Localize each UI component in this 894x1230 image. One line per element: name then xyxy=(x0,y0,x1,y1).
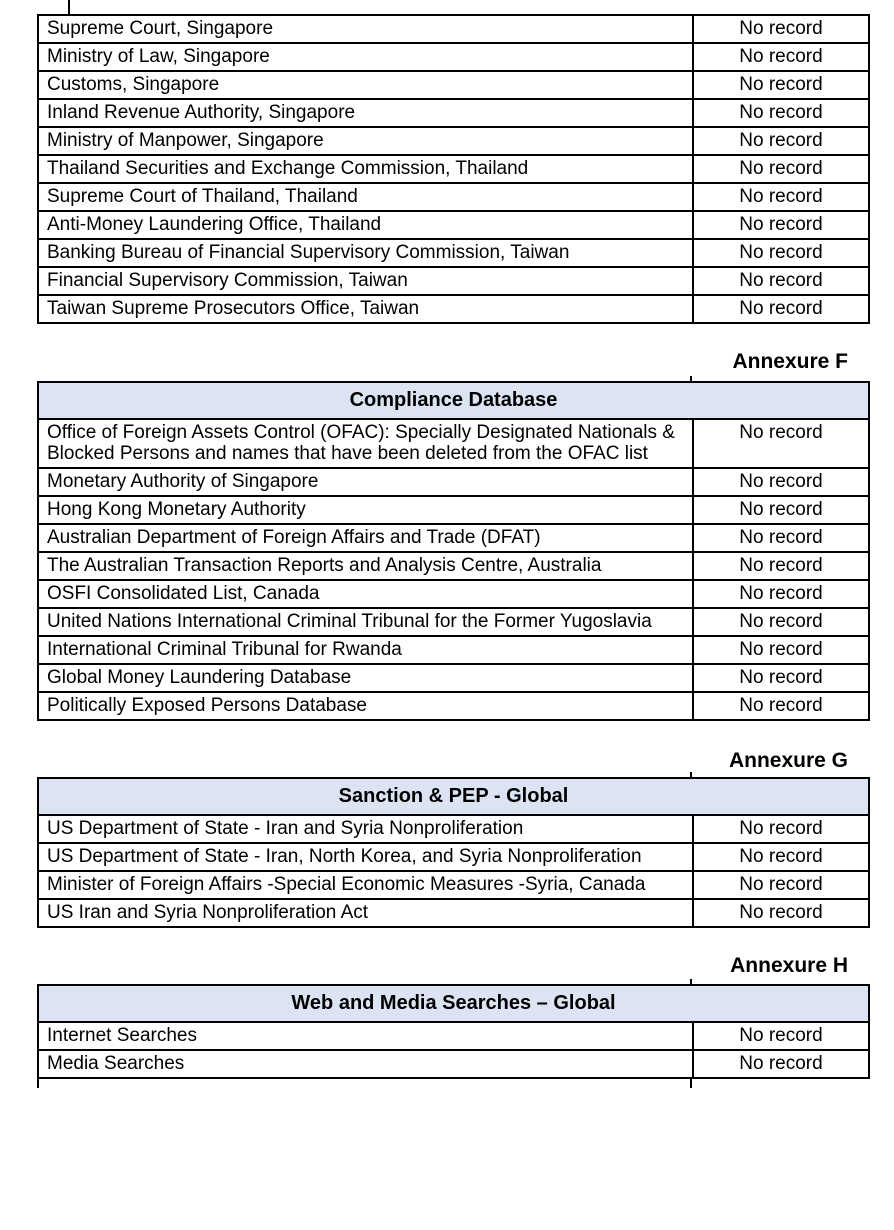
clipped-next-row-divider-stub xyxy=(690,1079,692,1088)
source-cell: Hong Kong Monetary Authority xyxy=(38,496,693,524)
annexure-label-g: Annexure G xyxy=(728,749,848,772)
source-cell: US Department of State - Iran, North Korea, and Syria Nonproliferation xyxy=(38,843,693,871)
compliance-database-table xyxy=(37,381,870,721)
compliance-database-table-wrap xyxy=(37,381,868,721)
result-cell: No record xyxy=(693,468,869,496)
result-cell: No record xyxy=(693,524,869,552)
divider-tick-artifact xyxy=(690,979,692,984)
table-row xyxy=(38,664,869,692)
source-cell: International Criminal Tribunal for Rwanda xyxy=(38,636,693,664)
source-cell: Financial Supervisory Commission, Taiwan xyxy=(38,267,693,295)
result-cell: No record xyxy=(693,43,869,71)
clipped-next-row-left-border-stub xyxy=(37,1079,39,1088)
source-cell: Australian Department of Foreign Affairs and Trade (DFAT) xyxy=(38,524,693,552)
result-cell: No record xyxy=(693,552,869,580)
web-media-table xyxy=(37,984,870,1079)
table-row xyxy=(38,1050,869,1078)
result-cell: No record xyxy=(693,1050,869,1078)
table-row xyxy=(38,1022,869,1050)
result-cell: No record xyxy=(693,580,869,608)
result-cell: No record xyxy=(693,99,869,127)
source-cell: OSFI Consolidated List, Canada xyxy=(38,580,693,608)
page-top-border-stub xyxy=(68,0,70,14)
source-cell: US Department of State - Iran and Syria Nonproliferation xyxy=(38,815,693,843)
source-cell: Media Searches xyxy=(38,1050,693,1078)
table-row xyxy=(38,608,869,636)
result-cell: No record xyxy=(693,183,869,211)
table-header-row xyxy=(38,382,869,419)
table-row xyxy=(38,267,869,295)
result-cell: No record xyxy=(693,71,869,99)
source-cell: Banking Bureau of Financial Supervisory Commission, Taiwan xyxy=(38,239,693,267)
result-cell: No record xyxy=(693,127,869,155)
divider-tick-artifact xyxy=(690,376,692,381)
result-cell: No record xyxy=(693,664,869,692)
sanction-pep-table xyxy=(37,777,870,928)
table-header-row xyxy=(38,778,869,815)
table-title-compliance-database: Compliance Database xyxy=(38,382,869,419)
table-row xyxy=(38,580,869,608)
table-row xyxy=(38,99,869,127)
source-cell: Supreme Court, Singapore xyxy=(38,15,693,43)
table-row xyxy=(38,524,869,552)
source-cell: Supreme Court of Thailand, Thailand xyxy=(38,183,693,211)
annexure-label-f: Annexure F xyxy=(732,350,848,373)
result-cell: No record xyxy=(693,496,869,524)
regulatory-sources-table xyxy=(37,14,870,324)
result-cell: No record xyxy=(693,1022,869,1050)
result-cell: No record xyxy=(693,843,869,871)
table-row xyxy=(38,127,869,155)
source-cell: United Nations International Criminal Tribunal for the Former Yugoslavia xyxy=(38,608,693,636)
result-cell: No record xyxy=(693,608,869,636)
result-cell: No record xyxy=(693,871,869,899)
source-cell: Politically Exposed Persons Database xyxy=(38,692,693,720)
table-row xyxy=(38,468,869,496)
table-row xyxy=(38,15,869,43)
source-cell: Ministry of Manpower, Singapore xyxy=(38,127,693,155)
source-cell: The Australian Transaction Reports and Analysis Centre, Australia xyxy=(38,552,693,580)
source-cell: US Iran and Syria Nonproliferation Act xyxy=(38,899,693,927)
table-row xyxy=(38,692,869,720)
table-row xyxy=(38,71,869,99)
table-row xyxy=(38,843,869,871)
table-row xyxy=(38,871,869,899)
table-row xyxy=(38,815,869,843)
result-cell: No record xyxy=(693,295,869,323)
source-cell: Inland Revenue Authority, Singapore xyxy=(38,99,693,127)
table-row xyxy=(38,295,869,323)
table-row xyxy=(38,183,869,211)
web-media-table-wrap xyxy=(37,984,868,1079)
table-row xyxy=(38,419,869,468)
result-cell: No record xyxy=(693,267,869,295)
table-row xyxy=(38,211,869,239)
table-title-sanction-pep: Sanction & PEP - Global xyxy=(38,778,869,815)
result-cell: No record xyxy=(693,899,869,927)
table-row xyxy=(38,496,869,524)
result-cell: No record xyxy=(693,419,869,468)
result-cell: No record xyxy=(693,239,869,267)
table-row xyxy=(38,155,869,183)
table-row xyxy=(38,636,869,664)
source-cell: Anti-Money Laundering Office, Thailand xyxy=(38,211,693,239)
annexure-label-h: Annexure H xyxy=(730,954,848,977)
result-cell: No record xyxy=(693,636,869,664)
regulatory-sources-table-wrap xyxy=(37,14,868,324)
source-cell: Taiwan Supreme Prosecutors Office, Taiwan xyxy=(38,295,693,323)
table-row xyxy=(38,43,869,71)
table-title-web-media: Web and Media Searches – Global xyxy=(38,985,869,1022)
result-cell: No record xyxy=(693,15,869,43)
source-cell: Monetary Authority of Singapore xyxy=(38,468,693,496)
source-cell: Thailand Securities and Exchange Commission, Thailand xyxy=(38,155,693,183)
result-cell: No record xyxy=(693,692,869,720)
source-cell: Global Money Laundering Database xyxy=(38,664,693,692)
result-cell: No record xyxy=(693,211,869,239)
divider-tick-artifact xyxy=(690,772,692,777)
sanction-pep-table-wrap xyxy=(37,777,868,928)
source-cell: Minister of Foreign Affairs -Special Economic Measures -Syria, Canada xyxy=(38,871,693,899)
source-cell: Ministry of Law, Singapore xyxy=(38,43,693,71)
table-row xyxy=(38,899,869,927)
source-cell: Internet Searches xyxy=(38,1022,693,1050)
source-cell: Office of Foreign Assets Control (OFAC): Specially Designated Nationals & Blocked Persons and names that have been deleted from the OFAC list xyxy=(38,419,693,468)
table-row xyxy=(38,552,869,580)
result-cell: No record xyxy=(693,815,869,843)
result-cell: No record xyxy=(693,155,869,183)
table-header-row xyxy=(38,985,869,1022)
source-cell: Customs, Singapore xyxy=(38,71,693,99)
table-row xyxy=(38,239,869,267)
